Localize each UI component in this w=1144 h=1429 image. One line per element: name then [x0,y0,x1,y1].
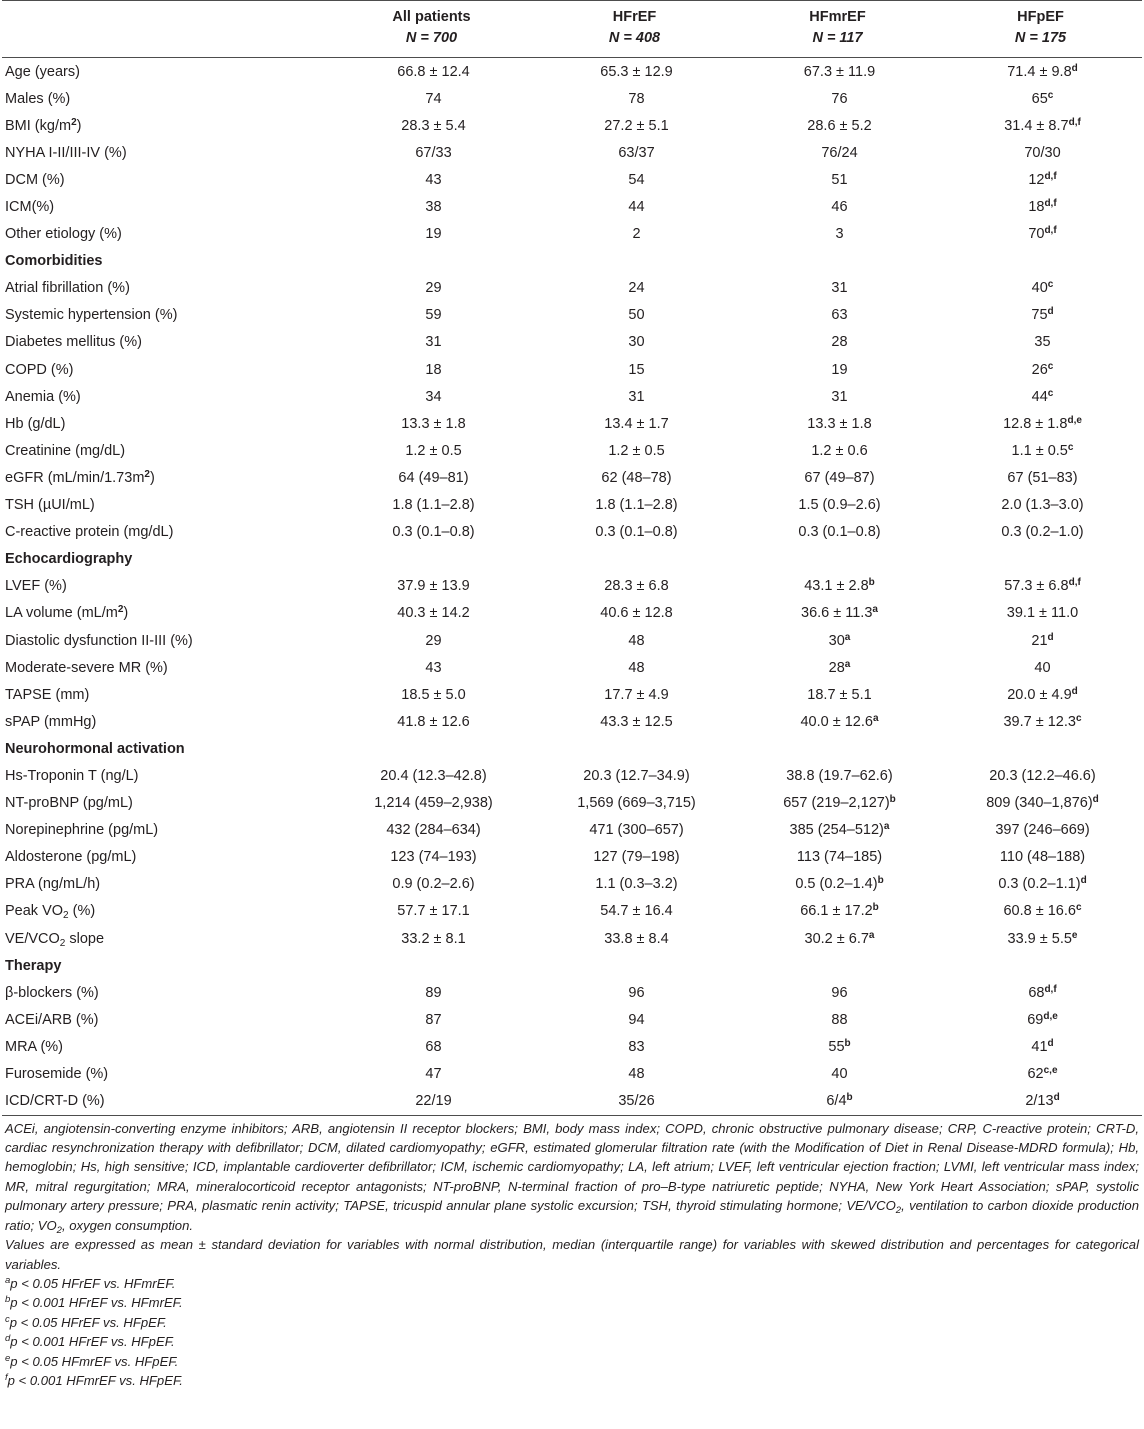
row-label: Atrial fibrillation (%) [5,280,130,297]
cell-col-1: 37.9 ± 13.9 [397,578,470,595]
cell-col-3: 76 [831,90,848,107]
cell-col-1 [330,546,533,573]
cell-col-1: 38 [425,199,442,216]
cell-col-1: 29 [425,280,442,297]
cell-col-3: 36.6 ± 11.3$^a$ [801,604,878,622]
cell-col-3: 385 $(254-512)^a$ [789,821,890,839]
cell-col-1: 57.7 ± 17.1 [397,903,470,920]
cell-col-2: 63/37 [618,144,655,161]
cell-col-3: 31 [831,280,848,297]
cell-col-1: 1.2 ± 0.5 [405,442,462,459]
cell-col-3: 19 [831,361,848,378]
table-row [2,166,1142,193]
section-header-row [2,248,1142,275]
table-row [2,437,1142,464]
cell-col-1: 59 [425,307,442,324]
cell-col-3: 31 [831,388,848,405]
table-row [2,1060,1142,1087]
cell-col-4: $12.8 \pm 1.8^{d,e}$ [1003,414,1082,432]
cell-col-1: 0.9 (0.2–2.6) [392,876,475,893]
footnote: $^b$p < 0.001 HFrEF vs. HFmrEF. [5,1294,183,1311]
header-cell-4: HFpEF N = 175 [939,1,1142,58]
table-row [2,85,1142,112]
row-label: Moderate-severe MR (%) [5,659,168,676]
cell-col-2: 65.3 ± 12.9 [600,63,673,80]
cell-col-2: 471 (300–657) [589,822,684,839]
cell-col-1: 432 (284–634) [386,822,481,839]
row-label: Peak $VO_2$ (%) [5,903,96,922]
table-row [2,817,1142,844]
cell-col-3: 1.5 (0.9–2.6) [798,497,881,514]
row-label: $VE/VCO_2$ slope [5,930,105,949]
cell-col-4: 40$^c$ [1031,279,1054,297]
cell-col-3: 38.8 (19.7–62.6) [786,767,893,784]
cell-col-2 [533,952,736,979]
cell-col-1: 43 [425,171,442,188]
cell-col-4: 20.3 (12.2–46.6) [989,767,1096,784]
table-row [2,193,1142,220]
row-label: Furosemide (%) [5,1066,109,1083]
cell-col-1: 13.3 ± 1.8 [401,415,466,432]
row-label: PRA (ng/mL/h) [5,876,101,893]
cell-col-2: 48 [628,1066,645,1083]
header-cell-2: HFrEF N = 408 [533,1,736,58]
cell-col-2: 94 [628,1011,645,1028]
cell-col-1: 19 [425,226,442,243]
table-row [2,762,1142,789]
cell-col-4: 60.8 ± 16.6$^c$ [1003,902,1082,920]
cell-col-2 [533,735,736,762]
cell-col-3: 28.6 ± 5.2 [807,117,872,134]
cell-col-2: 24 [628,280,645,297]
cell-col-2: 1.1 (0.3–3.2) [595,876,678,893]
table-row [2,519,1142,546]
row-label: Therapy [5,957,62,974]
cell-col-1: 18.5 ± 5.0 [401,686,466,703]
table-row [2,925,1142,952]
cell-col-1: 74 [425,90,442,107]
cell-col-3: 96 [831,984,848,1001]
cell-col-1: 34 [425,388,442,405]
table-footnotes [2,1116,1142,1391]
cell-col-2: 30 [628,334,645,351]
cell-col-2: 50 [628,307,645,324]
cell-col-1: 0.3 (0.1–0.8) [392,524,475,541]
cell-col-2: 44 [628,199,645,216]
cell-col-2: 127 (79–198) [593,849,680,866]
table-row [2,654,1142,681]
cell-col-2: 33.8 ± 8.4 [604,930,669,947]
cell-col-4: 26$^c$ [1031,360,1054,378]
cell-col-2: 20.3 (12.7–34.9) [583,767,690,784]
cell-col-4: 70/30 [1024,144,1061,161]
cell-col-3: 18.7 ± 5.1 [807,686,872,703]
cell-col-1 [330,248,533,275]
table-row [2,898,1142,925]
row-label: Age (years) [5,63,80,80]
cell-col-4: 44$^c$ [1031,387,1054,405]
cell-col-3: 88 [831,1011,848,1028]
cell-col-1: 87 [425,1011,442,1028]
table-row [2,329,1142,356]
row-label: β-blockers (%) [5,984,99,1001]
cell-col-3: 30.2 ± 6.7$^a$ [804,929,875,947]
cell-col-3: 67.3 ± 11.9 [803,63,876,80]
table-row [2,708,1142,735]
cell-col-3: 1.2 ± 0.6 [811,442,868,459]
row-label: Creatinine (mg/dL) [5,442,126,459]
cell-col-1: 67/33 [415,144,452,161]
row-label: Anemia (%) [5,388,81,405]
row-label: ICD/CRT-D (%) [2,1088,330,1116]
section-header-row [2,546,1142,573]
footnote: $^c$p < 0.05 HFrEF vs. HFpEF. [5,1313,167,1330]
header-cell-0 [2,1,330,58]
cell-col-3: 46 [831,199,848,216]
cell-col-3: 67 (49–87) [804,469,875,486]
cell-col-4: 67 (51–83) [1007,469,1078,486]
row-label: Aldosterone (pg/mL) [5,849,137,866]
cell-col-1: 41.8 ± 12.6 [397,713,470,730]
cell-col-3 [736,248,939,275]
cell-col-4: 110 (48–188) [999,849,1086,866]
section-header-row [2,735,1142,762]
cell-col-1: 89 [425,984,442,1001]
section-header-row [2,952,1142,979]
cell-col-3: 3 [835,226,844,243]
cell-col-1: 28.3 ± 5.4 [401,117,466,134]
cell-col-1: 47 [425,1066,442,1083]
cell-col-2: 0.3 (0.1–0.8) [595,524,678,541]
footnote: Values are expressed as mean ± standard deviation for variables with normal distribution, median (interquartile range) for variables with skewed distribution and percentages for categorical variables. [5,1237,1139,1272]
cell-col-4: 809 $(340-1,876)^d$ [986,794,1099,812]
header-row [2,1,1142,58]
cell-col-2: 17.7 ± 4.9 [604,686,669,703]
row-label: TAPSE (mm) [5,686,90,703]
cell-col-4 [939,546,1142,573]
cell-col-1: 29 [425,632,442,649]
table-row [2,1088,1142,1116]
row-label: Systemic hypertension (%) [5,307,178,324]
cell-col-3: 113 (74–185) [796,849,883,866]
cell-col-2: 78 [628,90,645,107]
table-row [2,275,1142,302]
cell-col-1: 43 [425,659,442,676]
table-row [2,600,1142,627]
cell-col-3 [736,952,939,979]
cell-col-4: 0.3 $(0.2-1.1)^d$ [998,875,1087,893]
cell-col-3: 40.0 ± 12.6$^a$ [800,712,879,730]
cell-col-4: 41$^d$ [1031,1037,1054,1055]
table-row [2,356,1142,383]
row-label: Hs-Troponin T (ng/L) [5,767,139,784]
cell-col-1: 64 (49–81) [398,469,469,486]
row-label: Hb (g/dL) [5,415,66,432]
cell-col-1: 22/19 [330,1088,533,1116]
table-row [2,112,1142,139]
row-label: Diastolic dysfunction II-III (%) [5,632,193,649]
cell-col-4: 35 [1034,334,1051,351]
cell-col-4: 2.0 (1.3–3.0) [1001,497,1084,514]
cell-col-2: 54.7 ± 16.4 [600,903,673,920]
row-label: Norepinephrine (pg/mL) [5,822,159,839]
cell-col-3: 28$^a$ [828,658,851,676]
table-header [2,1,1142,58]
cell-col-1: 20.4 (12.3–42.8) [380,767,487,784]
header-cell-3: HFmrEF N = 117 [736,1,939,58]
cell-col-2: 28.3 ± 6.8 [604,578,669,595]
cell-col-4: 39.7 ± 12.3$^c$ [1003,712,1082,730]
row-label: NT-proBNP (pg/mL) [5,795,133,812]
cell-col-2: 31 [628,388,645,405]
cell-col-3: 30$^a$ [828,631,851,649]
cell-col-3: 55$^b$ [828,1037,851,1055]
cell-col-2: 96 [628,984,645,1001]
cell-col-4: 18$^{d,f}$ [1028,198,1057,216]
cell-col-1 [330,952,533,979]
table-row [2,464,1142,491]
cell-col-4: 39.1 ± 11.0 [1006,605,1079,622]
table-row [2,790,1142,817]
cell-col-2 [533,248,736,275]
cell-col-1: 123 (74–193) [390,849,477,866]
cell-col-2 [533,546,736,573]
cell-col-4: 68$^{d,f}$ [1028,983,1057,1001]
row-label: Other etiology (%) [5,226,122,243]
table-row [2,139,1142,166]
cell-col-4: 62$^{c,e}$ [1027,1065,1058,1083]
cell-col-3: 40 [831,1066,848,1083]
cell-col-1: 40.3 ± 14.2 [397,605,470,622]
cell-col-3: 63 [831,307,848,324]
cell-col-4: 21$^d$ [1031,631,1054,649]
cell-col-4: 20.0 ± 4.9$^d$ [1007,685,1078,703]
cell-col-4: 70$^{d,f}$ [1028,225,1057,243]
row-label: C-reactive protein (mg/dL) [5,524,174,541]
row-label: sPAP (mmHg) [5,713,97,730]
cell-col-4: 1.1 ± 0.5$^c$ [1011,441,1074,459]
row-label: BMI $(kg/m^2)$ [5,116,82,134]
table-row [2,627,1142,654]
table-row [2,492,1142,519]
row-label: MRA (%) [5,1038,63,1055]
cell-col-1: 18 [425,361,442,378]
footnote: ACEi, angiotensin-converting enzyme inhibitors; ARB, angiotensin II receptor blockers; BMI, body mass index; COPD, chronic obstructive pulmonary disease; CRP, C-reactive protein; CRT-D, cardiac resynchronization therapy with defibrillator; DCM, dilated cardiomyopathy; eGFR, estimated glomerular filtration rate (with the Modification of Diet in Renal Disease-MDRD formula); Hb, hemoglobin; Hs, high sensitive; ICD, implantable cardioverter defibrillator; ICM, ischemic cardiomyopathy; LA, left atrium; LVEF, left ventricular ejection fraction; LVMI, left ventricular mass index; MR, mitral regurgitation; MRA, mineralocorticoid receptor antagonists; NT-proBNP, N-terminal fraction of pro–B-type natriuretic peptide; NYHA, New York Heart Association; sPAP, systolic pulmonary artery pressure; PRA, plasmatic renin activity; TAPSE, tricuspid annular plane systolic excursion; TSH, thyroid stimulating hormone; $VE/VCO_2$, ventilation to carbon dioxide production ratio; $VO_2$, oxygen consumption. [5,1120,1139,1236]
row-label: NYHA I-II/III-IV (%) [5,144,127,161]
cell-col-3: 0.3 (0.1–0.8) [798,524,881,541]
cell-col-4: $57.3 \pm 6.8^{d,f}$ [1004,577,1081,595]
cell-col-4: 33.9 ± 5.5$^e$ [1007,929,1078,947]
row-label: eGFR $(mL/\min/1.73m^2)$ [5,468,155,486]
row-label: Echocardiography [5,551,133,568]
data-table [2,0,1142,1116]
cell-col-4 [939,248,1142,275]
cell-col-2: 2 [632,226,641,243]
cell-col-2: 15 [628,361,645,378]
cell-col-2: 54 [628,171,645,188]
table-row [2,979,1142,1006]
cell-col-4: 2/13$^d$ [939,1088,1142,1116]
cell-col-3: 76/24 [821,144,858,161]
cell-col-3: 66.1 ± 17.2$^b$ [800,902,879,920]
row-label: Diabetes mellitus (%) [5,334,142,351]
row-label: DCM (%) [5,171,65,188]
table-row [2,410,1142,437]
cell-col-4 [939,735,1142,762]
row-label: ICM(%) [5,199,55,216]
table-row [2,302,1142,329]
cell-col-2: 83 [628,1038,645,1055]
cell-col-4: 0.3 (0.2–1.0) [1001,524,1084,541]
cell-col-1: 1,214 (459–2,938) [374,795,493,812]
table-row [2,383,1142,410]
cell-col-3 [736,546,939,573]
cell-col-1: 33.2 ± 8.1 [401,930,466,947]
footnote: $^d$p < 0.001 HFrEF vs. HFpEF. [5,1333,175,1350]
cell-col-2: 43.3 ± 12.5 [600,713,673,730]
cell-col-4: 71.4 ± 9.8$^d$ [1007,62,1078,80]
cell-col-4: 40 [1034,659,1051,676]
cell-col-4: $31.4 \pm 8.7^{d,f}$ [1004,116,1081,134]
cell-col-4: 12$^{d,f}$ [1028,170,1057,188]
table-row [2,681,1142,708]
footnote: $^e$p < 0.05 HFmrEF vs. HFpEF. [5,1352,179,1369]
cell-col-4: 75$^d$ [1031,306,1054,324]
cell-col-2: 1,569 (669–3,715) [577,795,696,812]
footnote: $^a$p < 0.05 HFrEF vs. HFmrEF. [5,1274,176,1291]
cell-col-2: 62 (48–78) [601,469,672,486]
table-row [2,871,1142,898]
cell-col-1 [330,735,533,762]
cell-col-2: 13.4 ± 1.7 [604,415,669,432]
cell-col-2: 1.8 (1.1–2.8) [595,497,678,514]
cell-col-2: 1.2 ± 0.5 [608,442,665,459]
cell-col-1: 31 [425,334,442,351]
cell-col-3: 51 [831,171,848,188]
cell-col-3: 657 $(219-2,127)^b$ [783,794,896,812]
cell-col-1: 66.8 ± 12.4 [397,63,470,80]
table-row [2,221,1142,248]
row-label: LVEF (%) [5,578,67,595]
cell-col-3: 13.3 ± 1.8 [807,415,872,432]
row-label: Neurohormonal activation [5,740,185,757]
cell-col-2: 27.2 ± 5.1 [604,117,669,134]
cell-col-4: 69$^{d,e}$ [1027,1010,1058,1028]
cell-col-4: 65$^c$ [1031,89,1054,107]
cell-col-4 [939,952,1142,979]
cell-col-2: 35/26 [533,1088,736,1116]
header-cell-1: All patients N = 700 [330,1,533,58]
cell-col-4: 397 (246–669) [995,822,1090,839]
row-label: ACEi/ARB (%) [5,1011,99,1028]
cell-col-3 [736,735,939,762]
cell-col-1: 1.8 (1.1–2.8) [392,497,475,514]
cell-col-1: 68 [425,1038,442,1055]
row-label: COPD (%) [5,361,74,378]
table-row [2,58,1142,86]
table-body [2,58,1142,1116]
cell-col-2: 48 [628,632,645,649]
table-row [2,1006,1142,1033]
cell-col-3: 0.5 $(0.2-1.4)^b$ [795,875,884,893]
table-row [2,1033,1142,1060]
row-label: TSH (µUI/mL) [5,497,95,514]
row-label: Comorbidities [5,253,103,270]
row-label: Males (%) [5,90,71,107]
cell-col-3: 6/4$^b$ [736,1088,939,1116]
cell-col-2: 40.6 ± 12.8 [600,605,673,622]
cell-col-3: 28 [831,334,848,351]
footnote: $^f$p < 0.001 HFmrEF vs. HFpEF. [5,1371,183,1388]
row-label: LA volume $(mL/m^2)$ [5,604,129,622]
table-row [2,844,1142,871]
table-row [2,573,1142,600]
cell-col-3: 43.1 ± 2.8$^b$ [804,577,875,595]
cell-col-2: 48 [628,659,645,676]
